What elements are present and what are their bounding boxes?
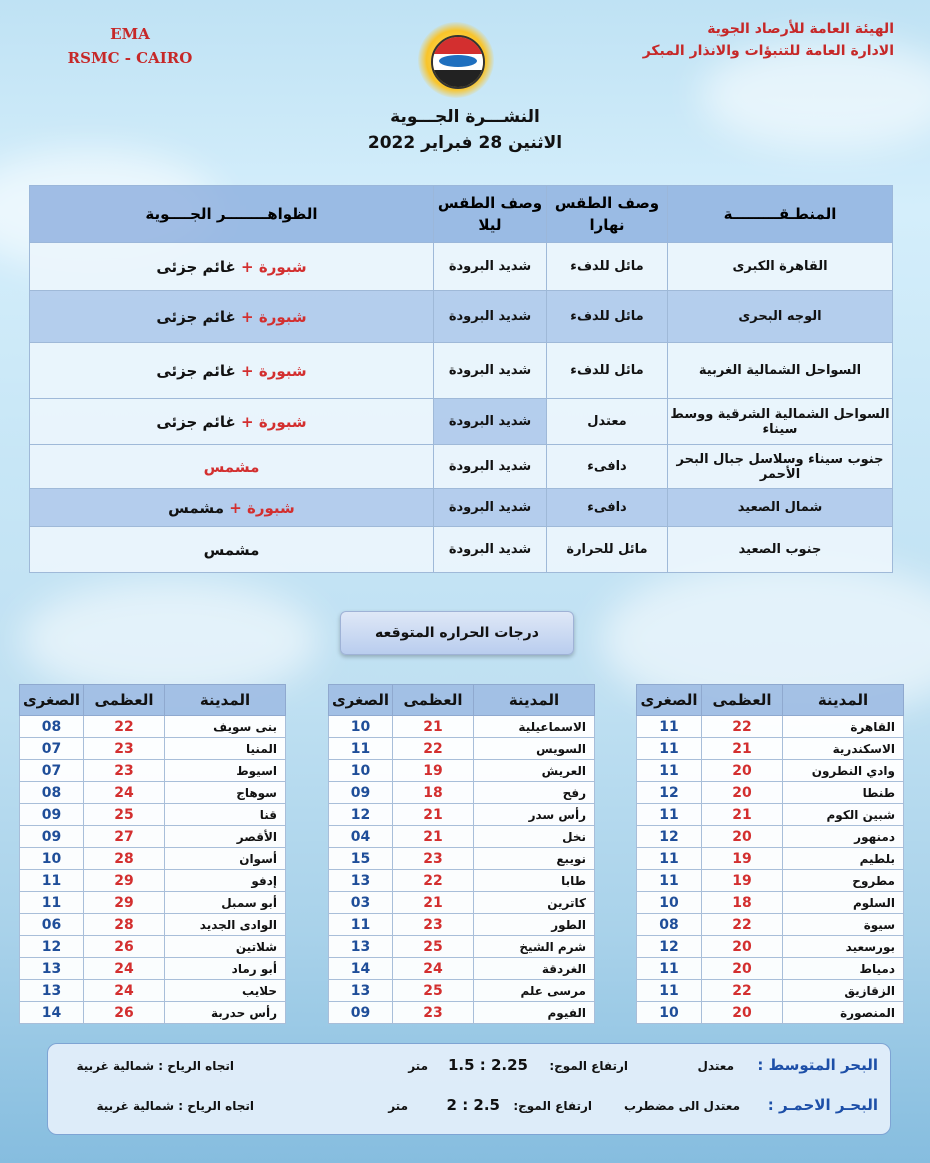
min-temp: 14 [329,958,393,980]
plus-sign: + [241,412,254,431]
min-temp: 11 [329,738,393,760]
temp-row [329,980,595,1002]
min-temp: 08 [637,914,702,936]
city-name: بلطيم [783,848,904,870]
city-name: كاترين [474,892,595,914]
min-temp: 08 [20,716,84,738]
city-name: بورسعيد [783,936,904,958]
min-temp: 13 [20,980,84,1002]
city-name: دمياط [783,958,904,980]
max-temp: 22 [702,716,783,738]
city-name: سوهاج [165,782,286,804]
temp-row [20,782,286,804]
min-temp: 11 [637,848,702,870]
min-temp: 04 [329,826,393,848]
phenomena-secondary: مشمس [203,540,260,559]
temp-row [20,914,286,936]
phenomena-cell [30,489,434,527]
temp-row [20,804,286,826]
min-temp: 11 [637,980,702,1002]
max-temp: 21 [393,892,474,914]
temp-row [20,848,286,870]
max-temp: 26 [84,936,165,958]
min-temp: 11 [637,760,702,782]
region-cell: جنوب سيناء وسلاسل جبال البحر الأحمر [668,445,893,489]
night-cell: شديد البرودة [434,527,547,573]
phenomena-primary: مشمس [203,457,260,476]
min-temp: 14 [20,1002,84,1024]
max-temp: 29 [84,892,165,914]
city-name: نويبع [474,848,595,870]
region-cell: السواحل الشمالية الغربية [668,343,893,399]
max-temp: 19 [702,870,783,892]
city-name: شرم الشيخ [474,936,595,958]
temp-row [637,936,904,958]
sea-state-box [47,1043,891,1135]
city-name: رأس سدر [474,804,595,826]
temp-row [329,826,595,848]
temp-col-city: المدينة [783,685,904,716]
max-temp: 27 [84,826,165,848]
city-name: الغردقة [474,958,595,980]
bulletin-date: الاثنين 28 فبراير 2022 [367,133,563,153]
temp-row [20,936,286,958]
org-center: RSMC - CAIRO [67,49,193,67]
sea-state-med: معتدل [697,1059,734,1073]
day-cell: مائل للدفء [547,243,668,291]
region-cell: جنوب الصعيد [668,527,893,573]
min-temp: 11 [637,738,702,760]
temp-row [637,738,904,760]
phenomena-secondary: غائم جزئى [156,412,236,431]
city-name: القاهرة [783,716,904,738]
org-name: الهيئة العامة للأرصاد الجوية [707,21,894,37]
plus-sign: + [241,307,254,326]
city-name: دمنهور [783,826,904,848]
temp-row [637,760,904,782]
wave-unit-red: متر [388,1099,408,1113]
city-name: قنا [165,804,286,826]
city-name: الزقازيق [783,980,904,1002]
day-cell: مائل للحرارة [547,527,668,573]
temp-col-city: المدينة [165,685,286,716]
weather-row [30,527,893,573]
city-name: شبين الكوم [783,804,904,826]
max-temp: 24 [84,958,165,980]
temp-row [637,892,904,914]
temp-col-max: العظمى [702,685,783,716]
max-temp: 26 [84,1002,165,1024]
sea-state-red: معتدل الى مضطرب [623,1099,740,1113]
weather-row [30,291,893,343]
min-temp: 13 [20,958,84,980]
min-temp: 09 [20,804,84,826]
temp-row [20,958,286,980]
temp-row [329,804,595,826]
min-temp: 10 [637,892,702,914]
phenomena-cell [30,243,434,291]
city-name: حلايب [165,980,286,1002]
wave-label-red: ارتفاع الموج: [513,1099,592,1113]
min-temp: 12 [637,936,702,958]
city-name: اسيوط [165,760,286,782]
temp-col-max: العظمى [84,685,165,716]
day-cell: معتدل [547,399,668,445]
min-temp: 11 [329,914,393,936]
city-name: إدفو [165,870,286,892]
city-name: رأس حدربة [165,1002,286,1024]
min-temp: 13 [329,980,393,1002]
max-temp: 19 [702,848,783,870]
max-temp: 20 [702,1002,783,1024]
plus-sign: + [229,498,242,517]
max-temp: 29 [84,870,165,892]
temp-row [329,1002,595,1024]
city-name: رفح [474,782,595,804]
min-temp: 13 [329,936,393,958]
min-temp: 12 [637,826,702,848]
temp-table-1 [636,684,904,1024]
temp-row [329,936,595,958]
temp-table-3 [19,684,286,1024]
min-temp: 11 [637,870,702,892]
max-temp: 22 [84,716,165,738]
temp-col-min: الصغرى [20,685,84,716]
temp-row [329,892,595,914]
city-name: الوادى الجديد [165,914,286,936]
temp-row [637,914,904,936]
phenomena-primary: شبورة [258,412,307,431]
night-cell: شديد البرودة [434,445,547,489]
temp-row [637,1002,904,1024]
phenomena-cell [30,399,434,445]
day-cell: مائل للدفء [547,291,668,343]
sea-row-red [48,1096,890,1126]
min-temp: 11 [637,716,702,738]
temp-row [637,826,904,848]
city-name: أسوان [165,848,286,870]
max-temp: 20 [702,958,783,980]
min-temp: 10 [20,848,84,870]
min-temp: 10 [329,760,393,782]
night-cell: شديد البرودة [434,489,547,527]
wind-red: اتجاه الرياح : شمالية غربية [96,1099,254,1113]
weather-table [29,185,893,573]
max-temp: 21 [393,804,474,826]
max-temp: 22 [702,980,783,1002]
temp-row [329,760,595,782]
temp-row [329,848,595,870]
wind-med: اتجاه الرياح : شمالية غربية [76,1059,234,1073]
temp-row [20,892,286,914]
city-name: شلاتين [165,936,286,958]
phenomena-cell [30,445,434,489]
max-temp: 28 [84,914,165,936]
phenomena-primary: شبورة [258,361,307,380]
temp-row [20,980,286,1002]
night-cell: شديد البرودة [434,291,547,343]
temp-row [637,782,904,804]
min-temp: 15 [329,848,393,870]
col-day: وصف الطقس نهارا [547,186,668,243]
wave-label-med: ارتفاع الموج: [549,1059,628,1073]
phenomena-primary: شبورة [258,307,307,326]
weather-row [30,489,893,527]
wave-unit-med: متر [408,1059,428,1073]
weather-row [30,445,893,489]
day-cell: دافىء [547,489,668,527]
max-temp: 28 [84,848,165,870]
temp-row [329,870,595,892]
min-temp: 10 [329,716,393,738]
temperature-banner: درجات الحراره المتوقعه [340,611,574,655]
phenomena-cell [30,291,434,343]
min-temp: 12 [20,936,84,958]
max-temp: 22 [393,738,474,760]
city-name: مرسى علم [474,980,595,1002]
max-temp: 23 [393,848,474,870]
min-temp: 03 [329,892,393,914]
city-name: العريش [474,760,595,782]
night-cell: شديد البرودة [434,343,547,399]
col-region: المنطـقـــــــــة [668,186,893,243]
bulletin-title-block [300,104,630,156]
min-temp: 09 [329,782,393,804]
night-cell: شديد البرودة [434,243,547,291]
header-right [594,18,894,62]
max-temp: 23 [84,760,165,782]
max-temp: 20 [702,936,783,958]
temp-header-row [637,685,904,716]
city-name: الاسماعيلية [474,716,595,738]
weather-row [30,343,893,399]
max-temp: 21 [393,826,474,848]
region-cell: الوجه البحرى [668,291,893,343]
city-name: أبو سمبل [165,892,286,914]
min-temp: 12 [637,782,702,804]
region-cell: شمال الصعيد [668,489,893,527]
region-cell: القاهرة الكبرى [668,243,893,291]
col-night: وصف الطقس ليلا [434,186,547,243]
ema-logo [418,22,494,98]
temp-col-min: الصغرى [637,685,702,716]
city-name: وادي النطرون [783,760,904,782]
min-temp: 11 [20,870,84,892]
phenomena-primary: شبورة [247,498,295,517]
min-temp: 06 [20,914,84,936]
min-temp: 11 [20,892,84,914]
city-name: أبو رماد [165,958,286,980]
temp-row [329,958,595,980]
max-temp: 24 [393,958,474,980]
city-name: الأقصر [165,826,286,848]
city-name: المنصورة [783,1002,904,1024]
sea-name-red: البحـر الاحمـر : [767,1096,878,1114]
col-phenomena: الظواهــــــــر الجــــوية [30,186,434,243]
temp-row [637,980,904,1002]
header-left [60,22,200,70]
wave-value-med: 1.5 : 2.25 [447,1056,528,1074]
min-temp: 12 [329,804,393,826]
temp-row [637,716,904,738]
city-name: الطور [474,914,595,936]
day-cell: مائل للدفء [547,343,668,399]
min-temp: 09 [20,826,84,848]
min-temp: 11 [637,958,702,980]
phenomena-secondary: غائم جزئى [156,257,236,276]
max-temp: 20 [702,760,783,782]
temp-col-max: العظمى [393,685,474,716]
max-temp: 19 [393,760,474,782]
max-temp: 23 [84,738,165,760]
temp-row [20,716,286,738]
temp-header-row [329,685,595,716]
max-temp: 22 [393,870,474,892]
bulletin-title: النشـــرة الجـــوية [390,107,540,127]
city-name: بنى سويف [165,716,286,738]
max-temp: 18 [702,892,783,914]
weather-row [30,243,893,291]
min-temp: 07 [20,738,84,760]
min-temp: 10 [637,1002,702,1024]
temp-header-row [20,685,286,716]
max-temp: 23 [393,914,474,936]
temp-row [329,782,595,804]
org-department: الادارة العامة للتنبؤات والانذار المبكر [642,43,894,59]
max-temp: 20 [702,782,783,804]
max-temp: 25 [393,980,474,1002]
city-name: سيوة [783,914,904,936]
city-name: طابا [474,870,595,892]
min-temp: 07 [20,760,84,782]
temp-row [329,738,595,760]
max-temp: 25 [393,936,474,958]
temp-row [20,826,286,848]
plus-sign: + [241,361,254,380]
phenomena-cell [30,527,434,573]
region-cell: السواحل الشمالية الشرقية ووسط سيناء [668,399,893,445]
max-temp: 24 [84,782,165,804]
temp-row [329,914,595,936]
min-temp: 11 [637,804,702,826]
city-name: الفيوم [474,1002,595,1024]
max-temp: 18 [393,782,474,804]
temp-row [637,870,904,892]
temp-row [637,804,904,826]
max-temp: 25 [84,804,165,826]
temp-table-2 [328,684,595,1024]
city-name: الاسكندرية [783,738,904,760]
temp-row [637,958,904,980]
city-name: نخل [474,826,595,848]
temp-row [20,760,286,782]
phenomena-secondary: مشمس [168,498,224,517]
temp-row [637,848,904,870]
city-name: السويس [474,738,595,760]
city-name: مطروح [783,870,904,892]
temp-row [20,738,286,760]
temp-col-city: المدينة [474,685,595,716]
wave-value-red: 2 : 2.5 [446,1096,500,1114]
day-cell: دافىء [547,445,668,489]
org-abbrev: EMA [110,25,150,43]
phenomena-secondary: غائم جزئى [156,307,236,326]
temp-col-min: الصغرى [329,685,393,716]
night-cell: شديد البرودة [434,399,547,445]
sea-row-med [48,1056,890,1086]
max-temp: 21 [393,716,474,738]
temp-row [20,1002,286,1024]
max-temp: 24 [84,980,165,1002]
max-temp: 20 [702,826,783,848]
max-temp: 23 [393,1002,474,1024]
city-name: السلوم [783,892,904,914]
max-temp: 21 [702,738,783,760]
min-temp: 08 [20,782,84,804]
min-temp: 09 [329,1002,393,1024]
city-name: طنطا [783,782,904,804]
max-temp: 21 [702,804,783,826]
temp-row [20,870,286,892]
temp-row [329,716,595,738]
weather-table-header [30,186,893,243]
phenomena-primary: شبورة [258,257,307,276]
sea-name-med: البحر المتوسط : [757,1056,878,1074]
max-temp: 22 [702,914,783,936]
city-name: المنيا [165,738,286,760]
phenomena-cell [30,343,434,399]
min-temp: 13 [329,870,393,892]
plus-sign: + [241,257,254,276]
phenomena-secondary: غائم جزئى [156,361,236,380]
weather-row [30,399,893,445]
